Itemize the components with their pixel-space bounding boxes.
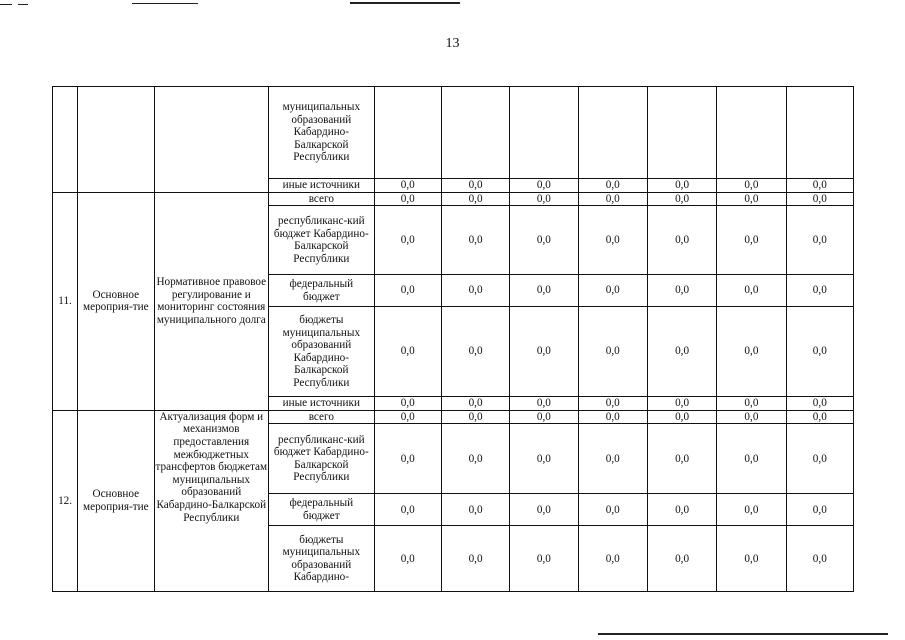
value-cell: 0,0 xyxy=(647,494,716,526)
value-cell: 0,0 xyxy=(647,397,716,411)
value-cell: 0,0 xyxy=(441,397,509,411)
row-name-cell xyxy=(154,87,269,193)
value-cell: 0,0 xyxy=(578,494,647,526)
row-name: Нормативное правовое регулирование и мониторинг состояния муниципального долга xyxy=(154,192,269,410)
scan-mark xyxy=(18,4,28,5)
value-cell: 0,0 xyxy=(374,410,441,424)
value-cell: 0,0 xyxy=(717,307,786,397)
value-cell: 0,0 xyxy=(717,494,786,526)
value-cell: 0,0 xyxy=(510,192,578,206)
value-cell: 0,0 xyxy=(374,494,441,526)
budget-table xyxy=(52,86,854,592)
source-label: федеральный бюджет xyxy=(269,494,375,526)
value-cell: 0,0 xyxy=(578,526,647,592)
value-cell: 0,0 xyxy=(578,410,647,424)
value-cell: 0,0 xyxy=(647,526,716,592)
value-cell: 0,0 xyxy=(647,410,716,424)
value-cell: 0,0 xyxy=(374,179,441,193)
source-label: федеральный бюджет xyxy=(269,275,375,307)
value-cell: 0,0 xyxy=(441,206,509,275)
value-cell: 0,0 xyxy=(510,526,578,592)
source-label: бюджеты муниципальных образований Кабардино-Балкарской Республики xyxy=(269,307,375,397)
value-cell: 0,0 xyxy=(717,206,786,275)
value-cell: 0,0 xyxy=(510,179,578,193)
value-cell: 0,0 xyxy=(786,206,853,275)
value-cell: 0,0 xyxy=(441,494,509,526)
value-cell xyxy=(510,87,578,179)
table-row xyxy=(53,410,854,424)
value-cell: 0,0 xyxy=(441,192,509,206)
value-cell: 0,0 xyxy=(647,307,716,397)
value-cell: 0,0 xyxy=(786,307,853,397)
row-type: Основное мероприя-тие xyxy=(78,410,154,592)
source-label: муниципальных образований Кабардино-Балкарской Республики xyxy=(269,87,375,179)
value-cell: 0,0 xyxy=(441,275,509,307)
value-cell: 0,0 xyxy=(510,397,578,411)
page-number: 13 xyxy=(445,36,460,51)
value-cell: 0,0 xyxy=(786,192,853,206)
value-cell: 0,0 xyxy=(374,424,441,494)
table-row xyxy=(53,192,854,206)
value-cell xyxy=(717,87,786,179)
value-cell: 0,0 xyxy=(578,307,647,397)
source-label: всего xyxy=(269,192,375,206)
value-cell xyxy=(647,87,716,179)
value-cell: 0,0 xyxy=(717,424,786,494)
source-label: республиканс-кий бюджет Кабардино-Балкарской Республики xyxy=(269,206,375,275)
value-cell: 0,0 xyxy=(717,192,786,206)
value-cell: 0,0 xyxy=(510,424,578,494)
value-cell: 0,0 xyxy=(374,526,441,592)
scan-mark xyxy=(0,4,12,5)
value-cell: 0,0 xyxy=(578,275,647,307)
row-number-cell xyxy=(53,87,78,193)
value-cell: 0,0 xyxy=(374,307,441,397)
value-cell: 0,0 xyxy=(578,397,647,411)
row-type-cell xyxy=(78,87,154,193)
source-label: всего xyxy=(269,410,375,424)
source-label: иные источники xyxy=(269,397,375,411)
value-cell: 0,0 xyxy=(786,494,853,526)
value-cell: 0,0 xyxy=(647,424,716,494)
value-cell xyxy=(374,87,441,179)
value-cell: 0,0 xyxy=(717,410,786,424)
source-label: бюджеты муниципальных образований Кабардино- xyxy=(269,526,375,592)
value-cell: 0,0 xyxy=(786,397,853,411)
value-cell: 0,0 xyxy=(578,179,647,193)
value-cell: 0,0 xyxy=(786,410,853,424)
value-cell: 0,0 xyxy=(374,275,441,307)
value-cell: 0,0 xyxy=(510,307,578,397)
value-cell: 0,0 xyxy=(441,424,509,494)
value-cell: 0,0 xyxy=(441,410,509,424)
source-label: республиканс-кий бюджет Кабардино-Балкарской Республики xyxy=(269,424,375,494)
value-cell: 0,0 xyxy=(441,526,509,592)
value-cell: 0,0 xyxy=(374,192,441,206)
value-cell: 0,0 xyxy=(786,179,853,193)
source-label: иные источники xyxy=(269,179,375,193)
value-cell: 0,0 xyxy=(717,275,786,307)
value-cell: 0,0 xyxy=(374,206,441,275)
value-cell: 0,0 xyxy=(578,206,647,275)
value-cell: 0,0 xyxy=(441,179,509,193)
table-row xyxy=(53,87,854,179)
value-cell: 0,0 xyxy=(510,206,578,275)
value-cell xyxy=(786,87,853,179)
value-cell: 0,0 xyxy=(647,275,716,307)
value-cell: 0,0 xyxy=(786,275,853,307)
value-cell xyxy=(441,87,509,179)
value-cell: 0,0 xyxy=(510,410,578,424)
scan-mark xyxy=(132,3,198,4)
row-name: Актуализация форм и механизмов предоставления межбюджетных трансфертов бюджетам муниципальных образований Кабардино-Балкарской Республики xyxy=(154,410,269,592)
value-cell: 0,0 xyxy=(717,526,786,592)
value-cell xyxy=(578,87,647,179)
value-cell: 0,0 xyxy=(510,275,578,307)
value-cell: 0,0 xyxy=(717,397,786,411)
value-cell: 0,0 xyxy=(647,179,716,193)
row-number: 11. xyxy=(53,192,78,410)
row-type: Основное мероприя-тие xyxy=(78,192,154,410)
row-number: 12. xyxy=(53,410,78,592)
value-cell: 0,0 xyxy=(717,179,786,193)
value-cell: 0,0 xyxy=(647,206,716,275)
value-cell: 0,0 xyxy=(786,424,853,494)
scan-mark xyxy=(350,2,460,4)
value-cell: 0,0 xyxy=(578,424,647,494)
value-cell: 0,0 xyxy=(578,192,647,206)
value-cell: 0,0 xyxy=(510,494,578,526)
scan-mark xyxy=(598,633,888,635)
value-cell: 0,0 xyxy=(374,397,441,411)
value-cell: 0,0 xyxy=(786,526,853,592)
value-cell: 0,0 xyxy=(441,307,509,397)
value-cell: 0,0 xyxy=(647,192,716,206)
